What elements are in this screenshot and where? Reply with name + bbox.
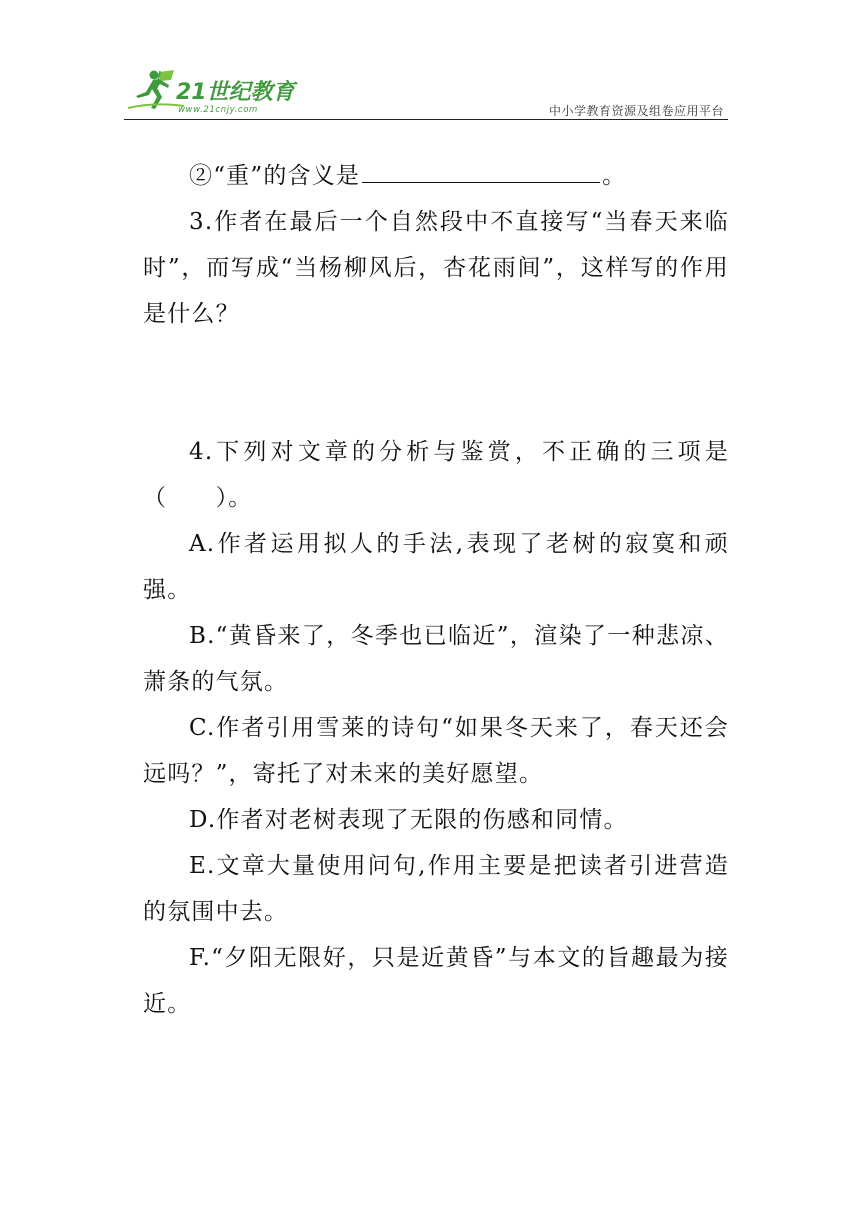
- logo-url-text: www.21cnjy.com: [178, 105, 258, 115]
- page-header: [124, 66, 728, 122]
- question-content: [143, 152, 729, 1027]
- question-3: 3.作者在最后一个自然段中不直接写“当春天来临时”，而写成“当杨柳风后，杏花雨间”，这样写的作用是什么？: [143, 209, 729, 327]
- answer-blank[interactable]: [362, 152, 600, 183]
- question-4: 4.下列对文章的分析与鉴赏，不正确的三项是（ ）。: [143, 439, 729, 511]
- header-tagline: 中小学教育资源及组卷应用平台: [548, 104, 724, 118]
- answer-space: [143, 337, 729, 429]
- header-divider: [124, 119, 728, 120]
- runner-logo-icon: [124, 66, 304, 116]
- option-b: B.“黄昏来了，冬季也已临近”，渲染了一种悲凉、萧条的气氛。: [143, 623, 729, 695]
- option-d: D.作者对老树表现了无限的伤感和同情。: [189, 807, 628, 833]
- option-e: E.文章大量使用问句,作用主要是把读者引进营造的氛围中去。: [143, 853, 729, 925]
- option-c: C.作者引用雪莱的诗句“如果冬天来了，春天还会远吗？”，寄托了对未来的美好愿望。: [143, 715, 729, 787]
- q2-item2-prefix: ②“重”的含义是: [189, 163, 361, 189]
- q2-item2-suffix: 。: [602, 163, 627, 189]
- option-a: A.作者运用拟人的手法,表现了老树的寂寞和顽强。: [143, 531, 729, 603]
- option-f: F.“夕阳无限好，只是近黄昏”与本文的旨趣最为接近。: [143, 945, 729, 1017]
- question-2-item-2: [143, 152, 729, 199]
- logo-text: 21世纪教育: [176, 80, 295, 105]
- logo-21cnjy: [124, 66, 304, 116]
